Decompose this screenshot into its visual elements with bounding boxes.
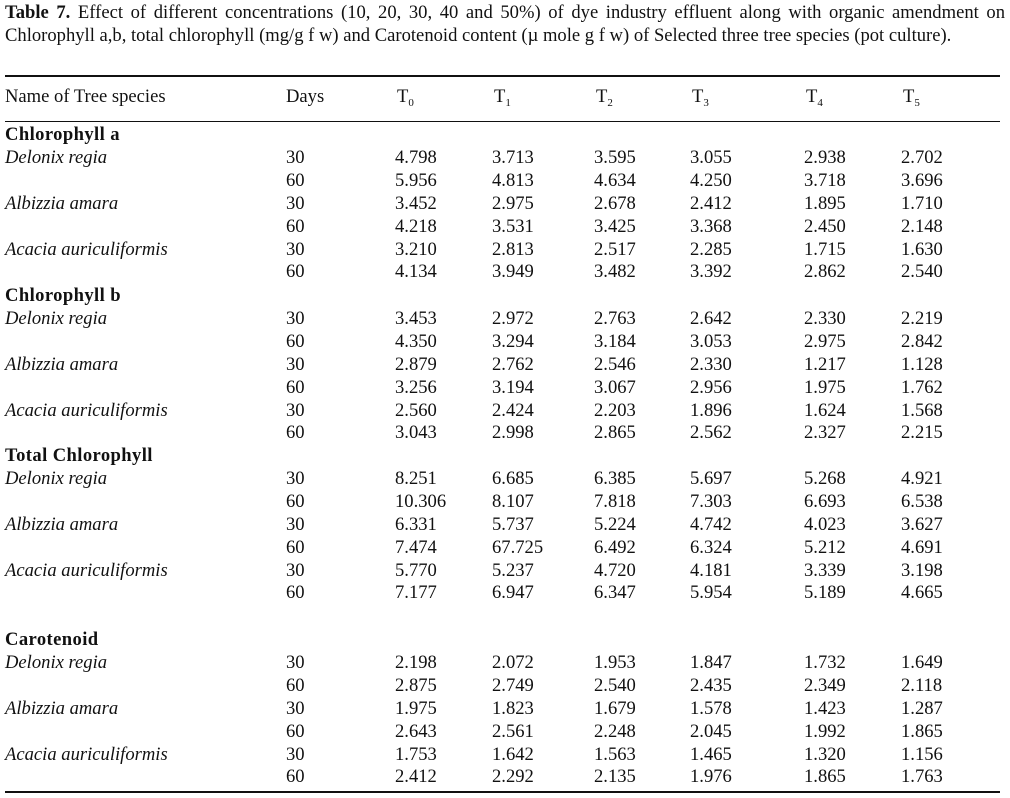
header-days: Days <box>286 86 325 107</box>
value-cell: 1.287 <box>901 697 943 719</box>
value-cell: 2.546 <box>594 353 636 375</box>
value-cell: 4.350 <box>395 330 437 352</box>
value-cell: 2.424 <box>492 399 534 421</box>
species-name: Acacia auriculiformis <box>5 399 168 421</box>
value-cell: 5.268 <box>804 467 846 489</box>
value-cell: 3.949 <box>492 261 534 283</box>
value-cell: 2.678 <box>594 192 636 214</box>
value-cell: 3.194 <box>492 376 534 398</box>
treatment-subscript: 3 <box>703 97 709 109</box>
value-cell: 2.540 <box>594 674 636 696</box>
value-cell: 10.306 <box>395 490 447 512</box>
value-cell: 1.895 <box>804 192 846 214</box>
value-cell: 1.679 <box>594 697 636 719</box>
value-cell: 4.720 <box>594 559 636 581</box>
value-cell: 1.649 <box>901 651 943 673</box>
value-cell: 4.813 <box>492 169 534 191</box>
header-treatment-3 <box>692 86 709 114</box>
species-name: Albizzia amara <box>5 192 119 214</box>
value-cell: 2.248 <box>594 720 636 742</box>
value-cell: 3.452 <box>395 192 437 214</box>
days-cell: 60 <box>286 720 305 742</box>
treatment-subscript: 4 <box>817 97 823 109</box>
days-cell: 60 <box>286 582 305 604</box>
days-cell: 30 <box>286 467 305 489</box>
value-cell: 5.770 <box>395 559 437 581</box>
value-cell: 2.875 <box>395 674 437 696</box>
value-cell: 5.956 <box>395 169 437 191</box>
value-cell: 1.975 <box>804 376 846 398</box>
species-name: Delonix regia <box>5 307 108 329</box>
value-cell: 2.749 <box>492 674 534 696</box>
days-cell: 30 <box>286 697 305 719</box>
treatment-subscript: 2 <box>607 97 613 109</box>
value-cell: 3.453 <box>395 307 437 329</box>
table-caption <box>5 1 1005 47</box>
value-cell: 3.368 <box>690 215 732 237</box>
value-cell: 2.045 <box>690 720 732 742</box>
value-cell: 2.702 <box>901 146 943 168</box>
species-name: Albizzia amara <box>5 353 119 375</box>
value-cell: 7.177 <box>395 582 437 604</box>
species-name: Albizzia amara <box>5 697 119 719</box>
header-treatment-2 <box>596 86 613 114</box>
value-cell: 6.385 <box>594 467 636 489</box>
value-cell: 2.938 <box>804 146 846 168</box>
value-cell: 4.023 <box>804 513 846 535</box>
value-cell: 3.184 <box>594 330 636 352</box>
days-cell: 60 <box>286 330 305 352</box>
value-cell: 2.330 <box>690 353 732 375</box>
value-cell: 5.737 <box>492 513 534 535</box>
value-cell: 6.693 <box>804 490 846 512</box>
value-cell: 2.972 <box>492 307 534 329</box>
value-cell: 1.865 <box>901 720 943 742</box>
value-cell: 5.237 <box>492 559 534 581</box>
species-name: Acacia auriculiformis <box>5 743 168 765</box>
value-cell: 3.531 <box>492 215 534 237</box>
species-name: Albizzia amara <box>5 513 119 535</box>
header-rule <box>5 121 1000 122</box>
value-cell: 1.753 <box>395 743 437 765</box>
value-cell: 1.762 <box>901 376 943 398</box>
days-cell: 30 <box>286 559 305 581</box>
treatment-letter: T <box>596 86 608 107</box>
caption-text: Effect of different concentrations (10, 20, 30, 40 and 50%) of dye industry effluent along with organic amendment on Chlorophyll a,b, total chlorophyll (mg/g f w) and Carotenoid content (µ mole g f w) of Selected three tree species (pot culture). <box>5 2 1005 46</box>
value-cell: 2.135 <box>594 766 636 788</box>
value-cell: 1.630 <box>901 238 943 260</box>
value-cell: 3.294 <box>492 330 534 352</box>
days-cell: 60 <box>286 536 305 558</box>
value-cell: 2.285 <box>690 238 732 260</box>
value-cell: 2.865 <box>594 422 636 444</box>
value-cell: 4.798 <box>395 146 437 168</box>
value-cell: 2.435 <box>690 674 732 696</box>
header-treatment-4 <box>806 86 823 114</box>
days-cell: 30 <box>286 307 305 329</box>
value-cell: 2.292 <box>492 766 534 788</box>
value-cell: 1.710 <box>901 192 943 214</box>
top-rule <box>5 75 1000 77</box>
value-cell: 8.107 <box>492 490 534 512</box>
value-cell: 3.256 <box>395 376 437 398</box>
value-cell: 6.347 <box>594 582 636 604</box>
value-cell: 4.921 <box>901 467 943 489</box>
value-cell: 2.148 <box>901 215 943 237</box>
species-name: Delonix regia <box>5 651 108 673</box>
value-cell: 3.696 <box>901 169 943 191</box>
value-cell: 5.954 <box>690 582 732 604</box>
value-cell: 1.715 <box>804 238 846 260</box>
days-cell: 60 <box>286 422 305 444</box>
treatment-subscript: 1 <box>505 97 511 109</box>
value-cell: 2.330 <box>804 307 846 329</box>
value-cell: 1.992 <box>804 720 846 742</box>
value-cell: 3.055 <box>690 146 732 168</box>
days-cell: 30 <box>286 743 305 765</box>
species-name: Delonix regia <box>5 146 108 168</box>
value-cell: 2.956 <box>690 376 732 398</box>
value-cell: 1.320 <box>804 743 846 765</box>
value-cell: 5.224 <box>594 513 636 535</box>
value-cell: 1.156 <box>901 743 943 765</box>
value-cell: 1.976 <box>690 766 732 788</box>
days-cell: 60 <box>286 674 305 696</box>
value-cell: 2.642 <box>690 307 732 329</box>
section-title: Carotenoid <box>5 629 99 650</box>
value-cell: 2.540 <box>901 261 943 283</box>
value-cell: 3.339 <box>804 559 846 581</box>
days-cell: 60 <box>286 766 305 788</box>
header-species: Name of Tree species <box>5 86 166 107</box>
species-name: Acacia auriculiformis <box>5 238 168 260</box>
value-cell: 2.219 <box>901 307 943 329</box>
treatment-subscript: 0 <box>408 97 414 109</box>
value-cell: 8.251 <box>395 467 437 489</box>
value-cell: 2.412 <box>690 192 732 214</box>
value-cell: 6.331 <box>395 513 437 535</box>
value-cell: 4.218 <box>395 215 437 237</box>
value-cell: 2.561 <box>492 720 534 742</box>
value-cell: 5.697 <box>690 467 732 489</box>
value-cell: 1.217 <box>804 353 846 375</box>
value-cell: 2.327 <box>804 422 846 444</box>
value-cell: 2.562 <box>690 422 732 444</box>
value-cell: 2.762 <box>492 353 534 375</box>
value-cell: 1.128 <box>901 353 943 375</box>
days-cell: 60 <box>286 169 305 191</box>
treatment-letter: T <box>397 86 409 107</box>
header-treatment-1 <box>494 86 511 114</box>
value-cell: 6.538 <box>901 490 943 512</box>
days-cell: 30 <box>286 238 305 260</box>
treatment-subscript: 5 <box>914 97 920 109</box>
value-cell: 2.072 <box>492 651 534 673</box>
header-treatment-5 <box>903 86 920 114</box>
days-cell: 60 <box>286 215 305 237</box>
value-cell: 1.423 <box>804 697 846 719</box>
value-cell: 1.568 <box>901 399 943 421</box>
value-cell: 3.718 <box>804 169 846 191</box>
value-cell: 2.842 <box>901 330 943 352</box>
value-cell: 1.563 <box>594 743 636 765</box>
days-cell: 60 <box>286 490 305 512</box>
treatment-letter: T <box>494 86 506 107</box>
value-cell: 2.215 <box>901 422 943 444</box>
days-cell: 30 <box>286 353 305 375</box>
value-cell: 1.763 <box>901 766 943 788</box>
value-cell: 4.134 <box>395 261 437 283</box>
value-cell: 3.392 <box>690 261 732 283</box>
value-cell: 1.624 <box>804 399 846 421</box>
table-label: Table 7. <box>5 2 71 23</box>
value-cell: 4.691 <box>901 536 943 558</box>
value-cell: 7.818 <box>594 490 636 512</box>
value-cell: 3.053 <box>690 330 732 352</box>
value-cell: 3.198 <box>901 559 943 581</box>
value-cell: 2.975 <box>492 192 534 214</box>
value-cell: 1.975 <box>395 697 437 719</box>
value-cell: 2.118 <box>901 674 943 696</box>
value-cell: 67.725 <box>492 536 544 558</box>
value-cell: 2.763 <box>594 307 636 329</box>
days-cell: 30 <box>286 399 305 421</box>
value-cell: 3.595 <box>594 146 636 168</box>
value-cell: 3.067 <box>594 376 636 398</box>
value-cell: 1.465 <box>690 743 732 765</box>
value-cell: 2.643 <box>395 720 437 742</box>
value-cell: 2.879 <box>395 353 437 375</box>
value-cell: 4.181 <box>690 559 732 581</box>
value-cell: 3.043 <box>395 422 437 444</box>
days-cell: 60 <box>286 261 305 283</box>
value-cell: 3.627 <box>901 513 943 535</box>
value-cell: 2.560 <box>395 399 437 421</box>
value-cell: 7.474 <box>395 536 437 558</box>
value-cell: 2.998 <box>492 422 534 444</box>
value-cell: 1.732 <box>804 651 846 673</box>
value-cell: 2.517 <box>594 238 636 260</box>
days-cell: 30 <box>286 146 305 168</box>
value-cell: 2.412 <box>395 766 437 788</box>
value-cell: 2.862 <box>804 261 846 283</box>
value-cell: 1.847 <box>690 651 732 673</box>
value-cell: 1.953 <box>594 651 636 673</box>
value-cell: 6.947 <box>492 582 534 604</box>
value-cell: 4.250 <box>690 169 732 191</box>
section-title: Total Chlorophyll <box>5 445 153 466</box>
value-cell: 3.482 <box>594 261 636 283</box>
value-cell: 1.865 <box>804 766 846 788</box>
value-cell: 1.642 <box>492 743 534 765</box>
days-cell: 30 <box>286 651 305 673</box>
value-cell: 1.823 <box>492 697 534 719</box>
value-cell: 2.349 <box>804 674 846 696</box>
value-cell: 4.665 <box>901 582 943 604</box>
value-cell: 2.450 <box>804 215 846 237</box>
value-cell: 6.492 <box>594 536 636 558</box>
header-treatment-0 <box>397 86 414 114</box>
value-cell: 3.210 <box>395 238 437 260</box>
section-title: Chlorophyll b <box>5 285 121 306</box>
value-cell: 5.212 <box>804 536 846 558</box>
treatment-letter: T <box>692 86 704 107</box>
value-cell: 5.189 <box>804 582 846 604</box>
species-name: Acacia auriculiformis <box>5 559 168 581</box>
value-cell: 3.425 <box>594 215 636 237</box>
days-cell: 60 <box>286 376 305 398</box>
treatment-letter: T <box>806 86 818 107</box>
value-cell: 2.203 <box>594 399 636 421</box>
value-cell: 3.713 <box>492 146 534 168</box>
bottom-rule <box>5 791 1000 793</box>
species-name: Delonix regia <box>5 467 108 489</box>
value-cell: 7.303 <box>690 490 732 512</box>
value-cell: 2.975 <box>804 330 846 352</box>
value-cell: 6.324 <box>690 536 732 558</box>
value-cell: 1.896 <box>690 399 732 421</box>
days-cell: 30 <box>286 192 305 214</box>
value-cell: 2.198 <box>395 651 437 673</box>
value-cell: 4.742 <box>690 513 732 535</box>
days-cell: 30 <box>286 513 305 535</box>
section-title: Chlorophyll a <box>5 124 120 145</box>
value-cell: 4.634 <box>594 169 636 191</box>
treatment-letter: T <box>903 86 915 107</box>
value-cell: 2.813 <box>492 238 534 260</box>
value-cell: 1.578 <box>690 697 732 719</box>
value-cell: 6.685 <box>492 467 534 489</box>
